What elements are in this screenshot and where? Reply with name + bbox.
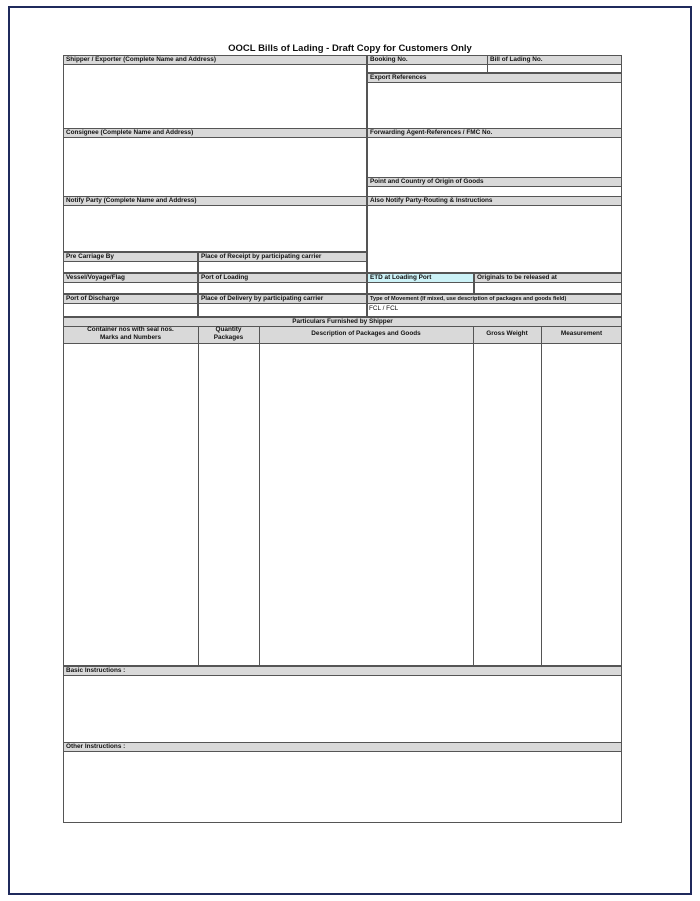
consignee-label: Consignee (Complete Name and Address) bbox=[63, 128, 367, 138]
col-header-container bbox=[63, 326, 198, 342]
shipper-label: Shipper / Exporter (Complete Name and Address) bbox=[63, 55, 367, 65]
export-references-label: Export References bbox=[367, 73, 622, 83]
export-references-field[interactable] bbox=[367, 82, 622, 129]
other-instructions-field[interactable] bbox=[63, 751, 622, 823]
col-header-gross-weight: Gross Weight bbox=[486, 330, 528, 337]
booking-no-field[interactable] bbox=[367, 64, 488, 73]
port-of-discharge-field[interactable] bbox=[63, 303, 198, 317]
vessel-voyage-flag-field[interactable] bbox=[63, 282, 198, 294]
basic-instructions-field[interactable] bbox=[63, 675, 622, 743]
originals-released-field[interactable] bbox=[474, 282, 622, 294]
place-of-delivery-label: Place of Delivery by participating carrier bbox=[198, 294, 367, 304]
col-header-container-line2: Marks and Numbers bbox=[99, 334, 162, 341]
col-header-container-line1: Container nos with seal nos. bbox=[87, 326, 174, 333]
booking-no-label: Booking No. bbox=[367, 55, 488, 65]
port-of-loading-label: Port of Loading bbox=[198, 273, 367, 283]
col-header-measurement: Measurement bbox=[560, 330, 603, 337]
etd-loading-port-field[interactable] bbox=[367, 282, 474, 294]
place-of-receipt-label: Place of Receipt by participating carrier bbox=[198, 252, 367, 262]
place-of-delivery-field[interactable] bbox=[198, 303, 367, 317]
table-body[interactable] bbox=[63, 343, 622, 666]
forwarding-agent-field[interactable] bbox=[367, 137, 622, 178]
notify-party-field[interactable] bbox=[63, 205, 367, 252]
also-notify-field[interactable] bbox=[367, 205, 622, 273]
bill-of-lading-no-field[interactable] bbox=[487, 64, 622, 73]
column-divider bbox=[541, 326, 542, 666]
col-header-quantity-line1: Quantity bbox=[215, 326, 242, 333]
also-notify-label: Also Notify Party-Routing & Instructions bbox=[367, 196, 622, 206]
column-divider bbox=[473, 326, 474, 666]
pre-carriage-label: Pre Carriage By bbox=[63, 252, 198, 262]
document-title: OOCL Bills of Lading - Draft Copy for Customers Only bbox=[228, 43, 472, 54]
column-divider bbox=[198, 326, 199, 666]
other-instructions-label: Other Instructions : bbox=[63, 742, 622, 752]
port-of-loading-field[interactable] bbox=[198, 282, 367, 294]
port-of-discharge-label: Port of Discharge bbox=[63, 294, 198, 304]
col-header-quantity-line2: Packages bbox=[213, 334, 244, 341]
place-of-receipt-field[interactable] bbox=[198, 261, 367, 273]
column-divider bbox=[259, 326, 260, 666]
col-header-description: Description of Packages and Goods bbox=[311, 330, 421, 337]
forwarding-agent-label: Forwarding Agent-References / FMC No. bbox=[367, 128, 622, 138]
consignee-field[interactable] bbox=[63, 137, 367, 197]
notify-party-label: Notify Party (Complete Name and Address) bbox=[63, 196, 367, 206]
etd-loading-port-label: ETD at Loading Port bbox=[367, 273, 474, 283]
type-of-movement-field[interactable] bbox=[367, 303, 622, 317]
point-country-origin-label: Point and Country of Origin of Goods bbox=[367, 177, 622, 187]
originals-released-label: Originals to be released at bbox=[474, 273, 622, 283]
basic-instructions-label: Basic Instructions : bbox=[63, 666, 622, 676]
bill-of-lading-no-label: Bill of Lading No. bbox=[487, 55, 622, 65]
vessel-voyage-flag-label: Vessel/Voyage/Flag bbox=[63, 273, 198, 283]
col-header-quantity bbox=[198, 326, 259, 342]
pre-carriage-field[interactable] bbox=[63, 261, 198, 273]
shipper-field[interactable] bbox=[63, 64, 367, 129]
type-of-movement-label: Type of Movement (If mixed, use description of packages and goods field) bbox=[367, 294, 622, 304]
particulars-header: Particulars Furnished by Shipper bbox=[63, 317, 622, 327]
type-of-movement-value: FCL / FCL bbox=[369, 305, 399, 312]
